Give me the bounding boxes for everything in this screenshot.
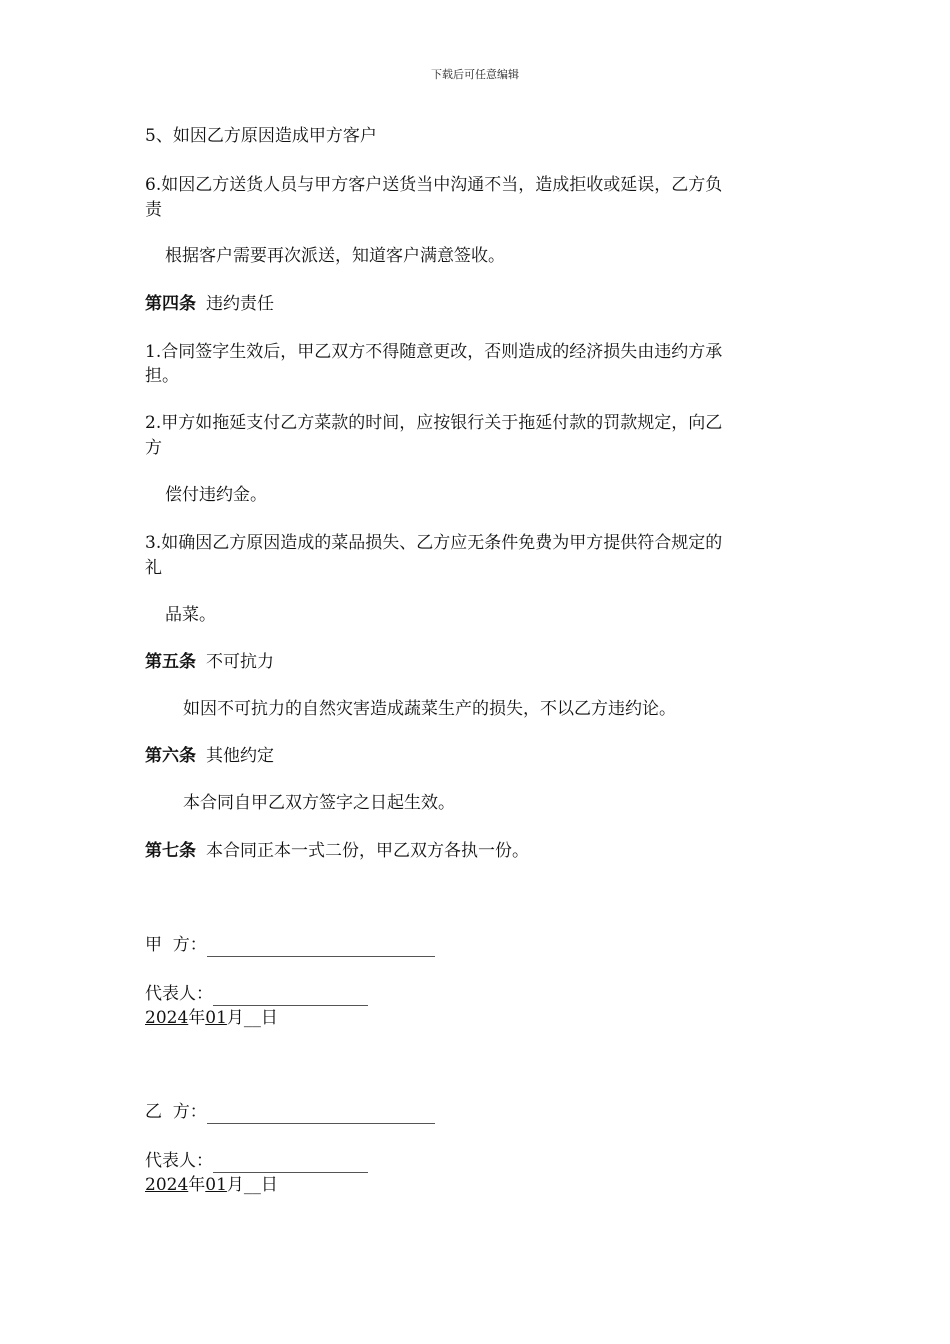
article-4-label: 第四条 bbox=[145, 294, 196, 314]
article-4-p3-line2: 礼 bbox=[145, 558, 162, 578]
party-b-month-char: 月 bbox=[226, 1175, 244, 1195]
party-a-label: 甲 方： bbox=[145, 935, 207, 955]
party-b-day-char: 日 bbox=[260, 1175, 278, 1195]
article-6-heading bbox=[145, 744, 805, 768]
article-5-label: 第五条 bbox=[145, 652, 196, 672]
article-4-p2-line3: 偿付违约金。 bbox=[165, 485, 267, 505]
article-4-p3-line1: 3.如确因乙方原因造成的菜品损失、乙方应无条件免费为甲方提供符合规定的 bbox=[145, 533, 723, 553]
article-4-p3-line3: 品菜。 bbox=[165, 605, 216, 625]
party-a-date bbox=[145, 1006, 805, 1030]
article-5-heading bbox=[145, 650, 805, 674]
article-4-p2-line1: 2.甲方如拖延支付乙方菜款的时间，应按银行关于拖延付款的罚款规定，向乙 bbox=[145, 413, 723, 433]
party-b-year: 2024 bbox=[145, 1175, 189, 1195]
party-b-row bbox=[145, 1100, 805, 1124]
party-b-day-blank[interactable]: __ bbox=[243, 1175, 261, 1195]
party-a-year-char: 年 bbox=[188, 1008, 206, 1028]
clause-item-6-line2: 责 bbox=[145, 200, 162, 220]
article-4-p1-line2: 担。 bbox=[145, 366, 179, 386]
party-a-signature-blank[interactable] bbox=[207, 938, 435, 957]
party-a-month-char: 月 bbox=[226, 1008, 244, 1028]
party-a-day-blank[interactable]: __ bbox=[243, 1008, 261, 1028]
party-a-row bbox=[145, 933, 805, 957]
clause-item-5: 5、如因乙方原因造成甲方客户 bbox=[145, 126, 377, 146]
party-a-rep-label: 代表人： bbox=[145, 984, 213, 1004]
party-a-rep-blank[interactable] bbox=[213, 987, 368, 1006]
article-7-label: 第七条 bbox=[145, 841, 196, 861]
party-b-month: 01 bbox=[205, 1175, 227, 1195]
article-4-p2-line2: 方 bbox=[145, 438, 162, 458]
article-4-heading bbox=[145, 292, 805, 316]
party-b-signature-blank[interactable] bbox=[207, 1105, 435, 1124]
article-6-body: 本合同自甲乙双方签字之日起生效。 bbox=[183, 793, 455, 813]
article-6-title: 其他约定 bbox=[206, 746, 274, 766]
party-b-date bbox=[145, 1173, 805, 1197]
party-a-month: 01 bbox=[205, 1008, 227, 1028]
clause-item-6-line3: 根据客户需要再次派送，知道客户满意签收。 bbox=[165, 246, 505, 266]
article-7 bbox=[145, 839, 805, 863]
party-b-rep-blank[interactable] bbox=[213, 1154, 368, 1173]
party-b-representative-row bbox=[145, 1149, 805, 1173]
article-4-title: 违约责任 bbox=[206, 294, 274, 314]
article-6-label: 第六条 bbox=[145, 746, 196, 766]
page-header: 下载后可任意编辑 bbox=[431, 68, 519, 81]
party-a-representative-row bbox=[145, 982, 805, 1006]
party-b-rep-label: 代表人： bbox=[145, 1151, 213, 1171]
article-5-body: 如因不可抗力的自然灾害造成蔬菜生产的损失，不以乙方违约论。 bbox=[183, 699, 676, 719]
article-5-title: 不可抗力 bbox=[206, 652, 274, 672]
party-b-year-char: 年 bbox=[188, 1175, 206, 1195]
clause-item-6-line1: 6.如因乙方送货人员与甲方客户送货当中沟通不当，造成拒收或延误，乙方负 bbox=[145, 175, 723, 195]
party-a-day-char: 日 bbox=[260, 1008, 278, 1028]
party-a-year: 2024 bbox=[145, 1008, 189, 1028]
party-b-label: 乙 方： bbox=[145, 1102, 207, 1122]
article-7-body: 本合同正本一式二份，甲乙双方各执一份。 bbox=[206, 841, 529, 861]
article-4-p1-line1: 1.合同签字生效后，甲乙双方不得随意更改，否则造成的经济损失由违约方承 bbox=[145, 342, 723, 362]
